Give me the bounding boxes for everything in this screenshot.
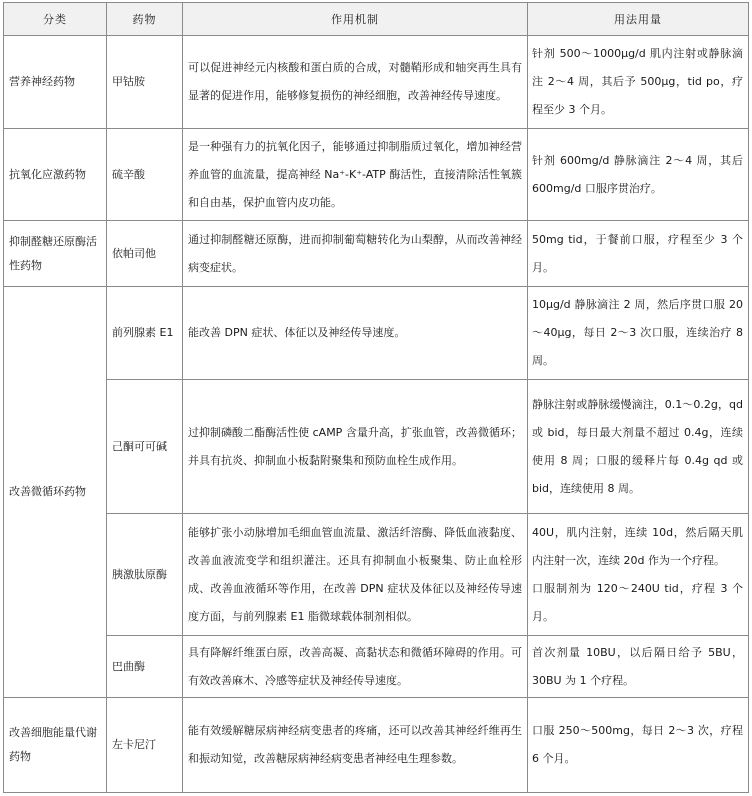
table-row	[4, 36, 749, 129]
drug-cell: 左卡尼汀	[107, 698, 183, 793]
drug-cell: 依帕司他	[107, 221, 183, 287]
mechanism-cell: 是一种强有力的抗氧化因子，能够通过抑制脂质过氧化，增加神经营养血管的血流量，提高神经 Na⁺-K⁺-ATP 酶活性，直接清除活性氧簇和自由基，保护血管内皮功能。	[183, 129, 528, 221]
category-cell: 抑制醛糖还原酶活性药物	[4, 221, 107, 287]
header-dosage: 用法用量	[528, 3, 749, 36]
table-row	[4, 129, 749, 221]
drug-cell: 硫辛酸	[107, 129, 183, 221]
drug-cell: 胰激肽原酶	[107, 514, 183, 636]
dosage-cell: 50mg tid，于餐前口服，疗程至少 3 个月。	[528, 221, 749, 287]
dosage-part: 口服制剂为 120～240U tid，疗程 3 个月。	[532, 581, 743, 623]
category-cell: 改善细胞能量代谢药物	[4, 698, 107, 793]
header-drug: 药物	[107, 3, 183, 36]
mechanism-cell: 能改善 DPN 症状、体征以及神经传导速度。	[183, 287, 528, 380]
dosage-cell: 针剂 600mg/d 静脉滴注 2～4 周，其后 600mg/d 口服序贯治疗。	[528, 129, 749, 221]
drug-table	[3, 2, 749, 793]
mechanism-cell: 能够扩张小动脉增加毛细血管血流量、激活纤溶酶、降低血液黏度、改善血液流变学和组织灌注。还具有抑制血小板聚集、防止血栓形成、改善血液循环等作用，在改善 DPN 症状及体征以及神经传导速度方面，与前列腺素 E1 脂微球载体制剂相似。	[183, 514, 528, 636]
dosage-cell: 静脉注射或静脉缓慢滴注，0.1～0.2g，qd 或 bid，每日最大剂量不超过 0.4g，连续使用 8 周；口服的缓释片每 0.4g qd 或 bid，连续使用 8 周。	[528, 380, 749, 514]
mechanism-cell: 具有降解纤维蛋白原，改善高凝、高黏状态和微循环障碍的作用。可有效改善麻木、冷感等症状及神经传导速度。	[183, 636, 528, 698]
table-row	[4, 698, 749, 793]
mechanism-cell: 过抑制磷酸二酯酶活性使 cAMP 含量升高，扩张血管，改善微循环；并具有抗炎、抑制血小板黏附聚集和预防血栓生成作用。	[183, 380, 528, 514]
mechanism-cell: 可以促进神经元内核酸和蛋白质的合成，对髓鞘形成和轴突再生具有显著的促进作用，能够修复损伤的神经细胞，改善神经传导速度。	[183, 36, 528, 129]
table-row	[4, 287, 749, 380]
mechanism-cell: 通过抑制醛糖还原酶，进而抑制葡萄糖转化为山梨醇，从而改善神经病变症状。	[183, 221, 528, 287]
drug-cell: 甲钴胺	[107, 36, 183, 129]
mechanism-cell: 能有效缓解糖尿病神经病变患者的疼痛，还可以改善其神经纤维再生和振动知觉，改善糖尿病神经病变患者神经电生理参数。	[183, 698, 528, 793]
dosage-cell: 10μg/d 静脉滴注 2 周，然后序贯口服 20～40μg，每日 2～3 次口服，连续治疗 8 周。	[528, 287, 749, 380]
table-row	[4, 514, 749, 636]
dosage-part: 40U，肌内注射，连续 10d，然后隔天肌内注射一次，连续 20d 作为一个疗程。	[532, 525, 743, 567]
category-cell: 改善微循环药物	[4, 287, 107, 698]
table-row	[4, 636, 749, 698]
table-row	[4, 221, 749, 287]
category-cell: 营养神经药物	[4, 36, 107, 129]
table-row	[4, 380, 749, 514]
drug-cell: 前列腺素 E1	[107, 287, 183, 380]
category-cell: 抗氧化应激药物	[4, 129, 107, 221]
dosage-cell: 口服 250～500mg，每日 2～3 次，疗程 6 个月。	[528, 698, 749, 793]
drug-cell: 巴曲酶	[107, 636, 183, 698]
dosage-cell: 首次剂量 10BU，以后隔日给予 5BU，30BU 为 1 个疗程。	[528, 636, 749, 698]
dosage-cell: 针剂 500～1000μg/d 肌内注射或静脉滴注 2～4 周，其后予 500μg，tid po，疗程至少 3 个月。	[528, 36, 749, 129]
header-row	[4, 3, 749, 36]
header-mechanism: 作用机制	[183, 3, 528, 36]
drug-cell: 己酮可可碱	[107, 380, 183, 514]
dosage-cell	[528, 514, 749, 636]
header-category: 分类	[4, 3, 107, 36]
